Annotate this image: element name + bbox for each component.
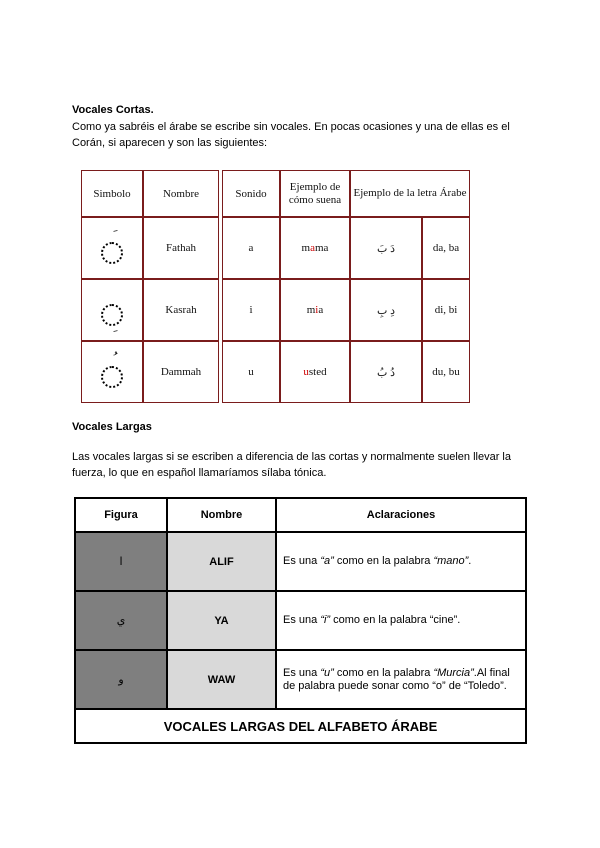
header-cell: Simbolo xyxy=(81,170,143,217)
vowel-name: YA xyxy=(167,591,276,650)
header-cell: Sonido xyxy=(222,170,280,217)
table-row xyxy=(75,650,526,709)
vowel-name: Dammah xyxy=(143,341,219,403)
arabic-example: دَ بَ xyxy=(350,217,422,279)
vowel-example: mama xyxy=(280,217,350,279)
transliteration: da, ba xyxy=(422,217,470,279)
header-cell: Nombre xyxy=(167,498,276,532)
vowel-figure: و xyxy=(75,650,167,709)
vowel-sound: u xyxy=(222,341,280,403)
table-footer-row xyxy=(75,709,526,743)
header-cell: Ejemplo de la letra Árabe xyxy=(350,170,470,217)
table-row xyxy=(81,279,470,341)
table-header-row xyxy=(75,498,526,532)
table-caption: VOCALES LARGAS DEL ALFABETO ÁRABE xyxy=(75,709,526,743)
vowel-name: WAW xyxy=(167,650,276,709)
table-row xyxy=(75,591,526,650)
arabic-example: دُ بُ xyxy=(350,341,422,403)
transliteration: du, bu xyxy=(422,341,470,403)
vowel-note: Es una “u” como en la palabra “Murcia”.Al final de palabra puede sonar como “o” de “Toledo”. xyxy=(276,650,526,709)
short-vowels-table xyxy=(81,170,470,403)
dotted-circle-icon xyxy=(101,366,123,388)
vowel-name: Fathah xyxy=(143,217,219,279)
table-row xyxy=(75,532,526,591)
header-cell: Figura xyxy=(75,498,167,532)
section-title-short-vowels: Vocales Cortas. xyxy=(72,104,154,116)
table-row xyxy=(81,341,470,403)
vowel-figure: ا xyxy=(75,532,167,591)
long-vowels-table xyxy=(74,497,527,744)
vowel-symbol xyxy=(81,279,143,341)
vowel-sound: i xyxy=(222,279,280,341)
section-title-long-vowels: Vocales Largas xyxy=(72,421,152,433)
arabic-example: دِ بِ xyxy=(350,279,422,341)
transliteration: di, bi xyxy=(422,279,470,341)
vowel-name: ALIF xyxy=(167,532,276,591)
intro-paragraph-short-vowels: Como ya sabréis el árabe se escribe sin vocales. En pocas ocasiones y una de ellas es el Corán, si aparecen y son las siguientes: xyxy=(72,121,510,149)
table-row xyxy=(81,217,470,279)
vowel-figure: ي xyxy=(75,591,167,650)
dotted-circle-icon xyxy=(101,304,123,326)
vowel-name: Kasrah xyxy=(143,279,219,341)
vowel-note: Es una “i” como en la palabra “cine”. xyxy=(276,591,526,650)
vowel-example: usted xyxy=(280,341,350,403)
table-header-row xyxy=(81,170,470,217)
header-cell: Aclaraciones xyxy=(276,498,526,532)
vowel-note: Es una “a” como en la palabra “mano”. xyxy=(276,532,526,591)
header-cell: Ejemplo de cómo suena xyxy=(280,170,350,217)
intro-paragraph-long-vowels: Las vocales largas si se escriben a diferencia de las cortas y normalmente suelen llevar la fuerza, lo que en español llamaríamos sílaba tónica. xyxy=(72,451,511,479)
vowel-sound: a xyxy=(222,217,280,279)
dotted-circle-icon xyxy=(101,242,123,264)
header-cell: Nombre xyxy=(143,170,219,217)
vowel-symbol xyxy=(81,217,143,279)
vowel-example: mia xyxy=(280,279,350,341)
vowel-symbol xyxy=(81,341,143,403)
